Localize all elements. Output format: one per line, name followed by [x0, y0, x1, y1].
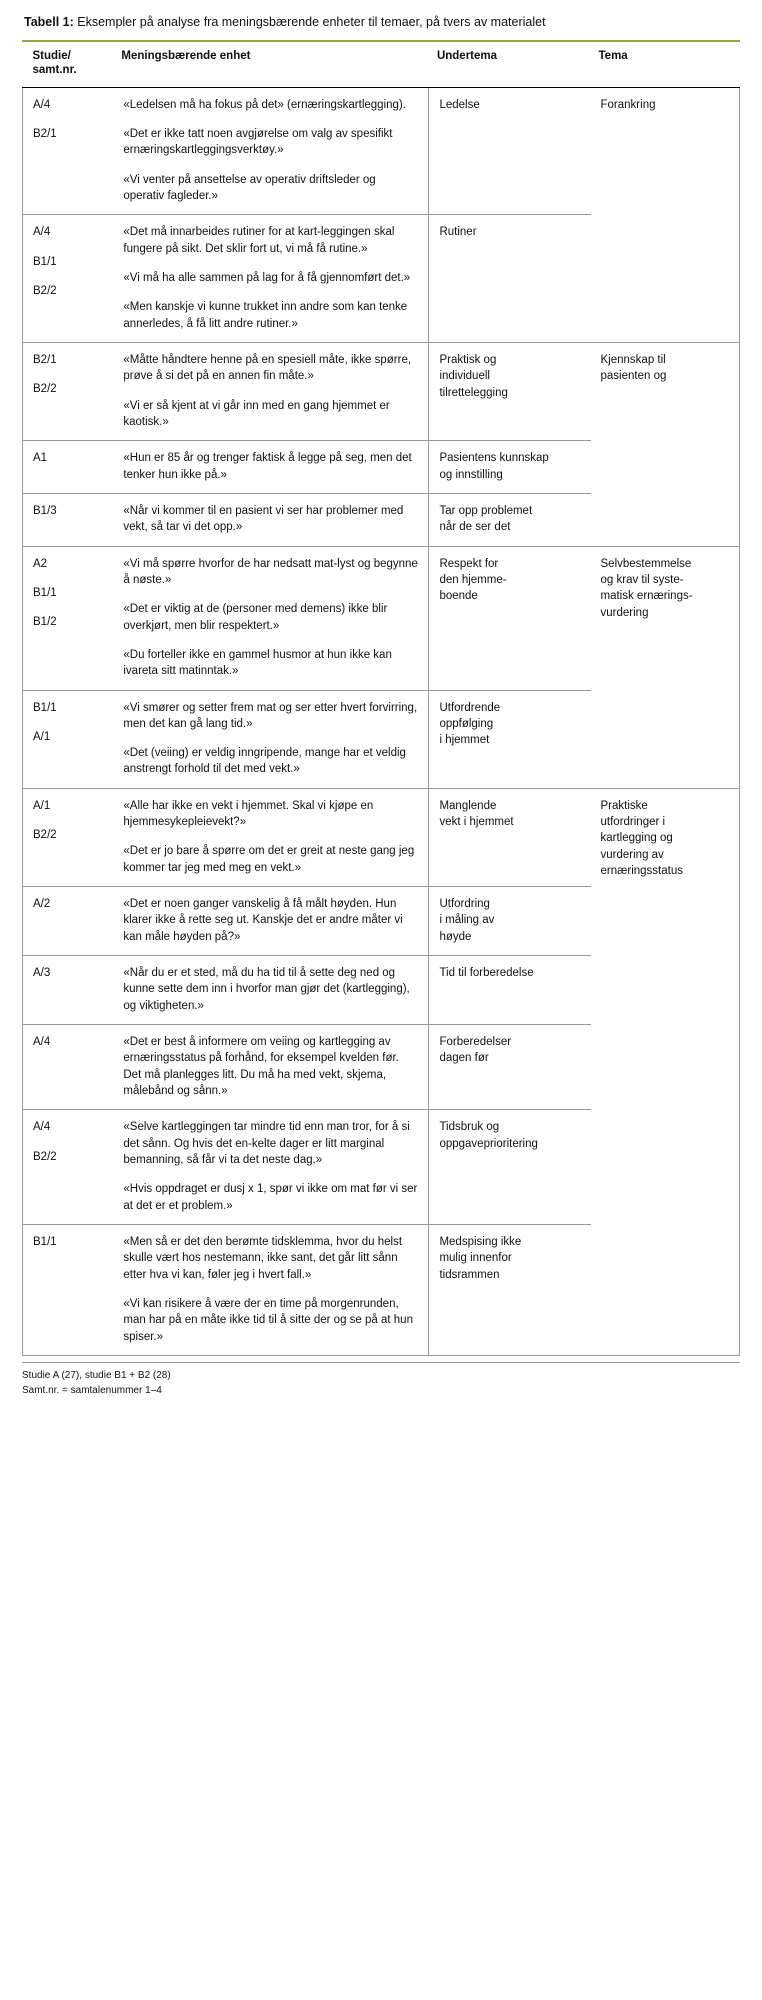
meaning-unit: «Det er jo bare å spørre om det er greit at neste gang jeg kommer tar jeg med meg en vekt.» [123, 845, 415, 874]
cell-subtheme [429, 1110, 591, 1225]
theme-line: Selvbestemmelse [600, 557, 692, 570]
studie-code: B2/1 [33, 127, 57, 140]
cell-meaning-units [113, 342, 429, 440]
subtheme-line: i hjemmet [439, 734, 490, 747]
cell-meaning-units [113, 87, 429, 215]
cell-studie [23, 87, 114, 215]
meaning-unit: «Du forteller ikke en gammel husmor at hun ikke kan ivareta sitt matinntak.» [123, 648, 392, 678]
subtheme-line: Rutiner [439, 226, 477, 239]
studie-code: B2/2 [33, 383, 57, 396]
studie-code: A2 [33, 557, 48, 570]
meaning-unit: «Vi må ha alle sammen på lag for å få gjennomført det.» [123, 271, 411, 284]
cell-meaning-units [113, 956, 429, 1025]
subtheme-line: oppfølging [439, 717, 494, 730]
table-row [23, 546, 740, 690]
subtheme-line: Tar opp problemet [439, 504, 533, 517]
studie-code: A/4 [33, 1036, 51, 1049]
studie-code: A/1 [33, 730, 51, 743]
cell-studie [23, 956, 114, 1025]
theme-line: Praktiske [600, 799, 648, 812]
studie-code: B1/3 [33, 504, 57, 517]
meaning-unit: «Selve kartleggingen tar mindre tid enn man tror, for å si det sånn. Og hvis det en-kelte dager er litt marginal bemanning, så får vi ta det neste dag.» [123, 1121, 410, 1167]
subtheme-line: Pasientens kunnskap [439, 452, 549, 465]
table-row [23, 342, 740, 440]
cell-subtheme [429, 1225, 591, 1356]
footnote-1: Studie A (27), studie B1 + B2 (28) [22, 1370, 171, 1382]
header-studie-line2: samt.nr. [32, 64, 77, 77]
cell-subtheme [429, 1025, 591, 1110]
theme-line: vurdering av [600, 848, 664, 861]
subtheme-line: Forberedelser [439, 1036, 512, 1049]
cell-studie [23, 788, 114, 886]
meaning-unit: «Vi er så kjent at vi går inn med en gang hjemmet er kaotisk.» [123, 399, 390, 428]
cell-theme [591, 342, 740, 546]
subtheme-line: boende [439, 590, 478, 603]
meaning-unit: «Det er viktig at de (personer med demens) ikke blir overkjørt, men blir respektert.» [123, 603, 388, 632]
meaning-unit: «Når du er et sted, må du ha tid til å sette deg ned og kunne sette dem inn i hvorfor man gjør det (kartlegging), og viktigheten.» [123, 967, 410, 1012]
studie-code: A/3 [33, 967, 51, 980]
cell-meaning-units [113, 493, 429, 546]
cell-studie [23, 441, 114, 494]
studie-code: B2/1 [33, 353, 57, 366]
cell-subtheme [429, 215, 591, 343]
subtheme-line: Utfordrende [439, 701, 501, 714]
header-unit: Meningsbærende enhet [113, 42, 429, 87]
cell-meaning-units [113, 546, 429, 690]
cell-subtheme [429, 493, 591, 546]
subtheme-line: vekt i hjemmet [439, 816, 514, 829]
header-studie [23, 42, 114, 87]
subtheme-line: dagen før [439, 1052, 489, 1065]
subtheme-line: når de ser det [439, 521, 511, 534]
cell-studie [23, 215, 114, 343]
cell-subtheme [429, 87, 591, 215]
cell-meaning-units [113, 690, 429, 788]
subtheme-line: Ledelse [439, 98, 480, 111]
theme-line: Kjennskap til [600, 353, 666, 366]
meaning-unit: «Hun er 85 år og trenger faktisk å legge på seg, men det tenker hun ikke på.» [123, 452, 412, 481]
header-subtheme: Undertema [429, 42, 591, 87]
studie-code: B2/2 [33, 284, 57, 297]
theme-line: matisk ernærings- [600, 590, 693, 603]
table-caption [24, 14, 740, 31]
cell-subtheme [429, 342, 591, 440]
theme-line: utfordringer i [600, 816, 666, 829]
studie-code: A/4 [33, 226, 51, 239]
cell-subtheme [429, 441, 591, 494]
cell-studie [23, 1225, 114, 1356]
cell-studie [23, 342, 114, 440]
table-header [23, 42, 740, 87]
table-header-row [23, 42, 740, 87]
table-caption-label: Tabell 1: [24, 15, 74, 29]
studie-code: B1/2 [33, 616, 57, 629]
meaning-unit: «Vi må spørre hvorfor de har nedsatt mat-lyst og begynne å nøste.» [123, 557, 418, 586]
meaning-unit: «Hvis oppdraget er dusj x 1, spør vi ikke om mat før vi ser at det er et problem.» [123, 1183, 418, 1212]
subtheme-line: tidsrammen [439, 1268, 500, 1281]
table-row [23, 788, 740, 886]
theme-line: kartlegging og [600, 832, 673, 845]
studie-code: B2/2 [33, 1150, 57, 1163]
subtheme-line: i måling av [439, 914, 495, 927]
table-footnotes [22, 1362, 740, 1398]
header-theme: Tema [591, 42, 740, 87]
meaning-unit: «Vi kan risikere å være der en time på morgenrunden, man har på en måte ikke tid til å sitte der og se på at hun spiser.» [123, 1298, 413, 1343]
studie-code: B1/1 [33, 1236, 57, 1249]
cell-subtheme [429, 690, 591, 788]
table-row [23, 87, 740, 215]
studie-code: A1 [33, 452, 48, 465]
subtheme-line: mulig innenfor [439, 1252, 512, 1265]
theme-line: ernæringsstatus [600, 865, 683, 878]
studie-code: A/1 [33, 799, 51, 812]
studie-code: A/4 [33, 98, 51, 111]
meaning-unit: «Det må innarbeides rutiner for at kart-leggingen skal fungere på sikt. Det sklir fort ut, vi må få rutine.» [123, 226, 395, 255]
cell-studie [23, 493, 114, 546]
meaning-unit: «Det (veiing) er veldig inngripende, mange har et veldig anstrengt forhold til det med vekt.» [123, 747, 406, 776]
studie-code [33, 155, 103, 167]
cell-studie [23, 887, 114, 956]
meaning-unit: «Det er best å informere om veiing og kartlegging av ernæringsstatus på forhånd, for eksempel kvelden før. Det må planlegges litt. Du må ha med vekt, skjema, målebånd og sånn.» [123, 1036, 399, 1098]
theme-line: Forankring [600, 98, 656, 111]
meaning-unit: «Vi venter på ansettelse av operativ driftsleder og operativ fagleder.» [123, 173, 376, 202]
cell-meaning-units [113, 1225, 429, 1356]
studie-code: B2/2 [33, 829, 57, 842]
studie-code [33, 1263, 103, 1275]
table-body [23, 87, 740, 1355]
theme-line: pasienten og [600, 370, 667, 383]
meaning-unit: «Men så er det den berømte tidsklemma, hvor du helst skulle vært hos nestemann, ikke sant, det går litt sånn etter hva vi kan, føler jeg i hvert fall.» [123, 1236, 403, 1281]
meaning-unit: «Ledelsen må ha fokus på det» (ernæringskartlegging). [123, 98, 406, 111]
theme-line: og krav til syste- [600, 573, 684, 586]
subtheme-line: Manglende [439, 799, 497, 812]
subtheme-line: den hjemme- [439, 573, 507, 586]
meaning-unit: «Måtte håndtere henne på en spesiell måte, ikke spørre, prøve å si det på en annen fin måte.» [123, 353, 412, 383]
footnote-2: Samt.nr. = samtalenummer 1–4 [22, 1385, 162, 1397]
cell-subtheme [429, 788, 591, 886]
meaning-unit: «Vi smører og setter frem mat og ser etter hvert forvirring, men det kan gå lang tid.» [123, 701, 418, 730]
subtheme-line: Tidsbruk og [439, 1121, 500, 1134]
theme-line: vurdering [600, 606, 649, 619]
subtheme-line: individuell [439, 370, 490, 383]
meaning-unit: «Det er noen ganger vanskelig å få målt høyden. Hun klarer ikke å rette seg ut. Kanskje det er andre måter vi kan måle høyden på?» [123, 898, 403, 943]
cell-theme [591, 546, 740, 788]
subtheme-line: oppgaveprioritering [439, 1137, 538, 1150]
table-caption-text: Eksempler på analyse fra meningsbærende enheter til temaer, på tvers av materialet [73, 15, 546, 29]
cell-meaning-units [113, 1025, 429, 1110]
cell-theme [591, 87, 740, 342]
meaning-unit: «Det er ikke tatt noen avgjørelse om valg av spesifikt ernæringskartleggingsverktøy.» [123, 127, 393, 157]
studie-code: A/4 [33, 1121, 51, 1134]
studie-code: A/2 [33, 898, 51, 911]
cell-meaning-units [113, 441, 429, 494]
cell-subtheme [429, 887, 591, 956]
cell-meaning-units [113, 215, 429, 343]
cell-meaning-units [113, 887, 429, 956]
studie-code: B1/1 [33, 586, 57, 599]
cell-subtheme [429, 546, 591, 690]
analysis-table [22, 42, 740, 1356]
cell-studie [23, 546, 114, 690]
subtheme-line: Respekt for [439, 557, 499, 570]
studie-code: B1/1 [33, 701, 57, 714]
cell-studie [23, 690, 114, 788]
cell-meaning-units [113, 1110, 429, 1225]
cell-meaning-units [113, 788, 429, 886]
subtheme-line: Praktisk og [439, 353, 497, 366]
cell-studie [23, 1025, 114, 1110]
subtheme-line: Tid til forberedelse [439, 967, 534, 980]
meaning-unit: «Men kanskje vi kunne trukket inn andre som kan tenke annerledes, å få litt andre rutiner.» [123, 301, 408, 330]
meaning-unit: «Når vi kommer til en pasient vi ser har problemer med vekt, så tar vi det opp.» [123, 504, 404, 534]
cell-subtheme [429, 956, 591, 1025]
subtheme-line: og innstilling [439, 468, 503, 481]
cell-theme [591, 788, 740, 1355]
header-studie-line1: Studie/ [32, 49, 71, 62]
cell-studie [23, 1110, 114, 1225]
subtheme-line: Utfordring [439, 898, 490, 911]
subtheme-line: Medspising ikke [439, 1236, 522, 1249]
subtheme-line: høyde [439, 930, 472, 943]
studie-code: B1/1 [33, 255, 57, 268]
meaning-unit: «Alle har ikke en vekt i hjemmet. Skal vi kjøpe en hjemmesykepleievekt?» [123, 799, 374, 829]
subtheme-line: tilrettelegging [439, 386, 508, 399]
